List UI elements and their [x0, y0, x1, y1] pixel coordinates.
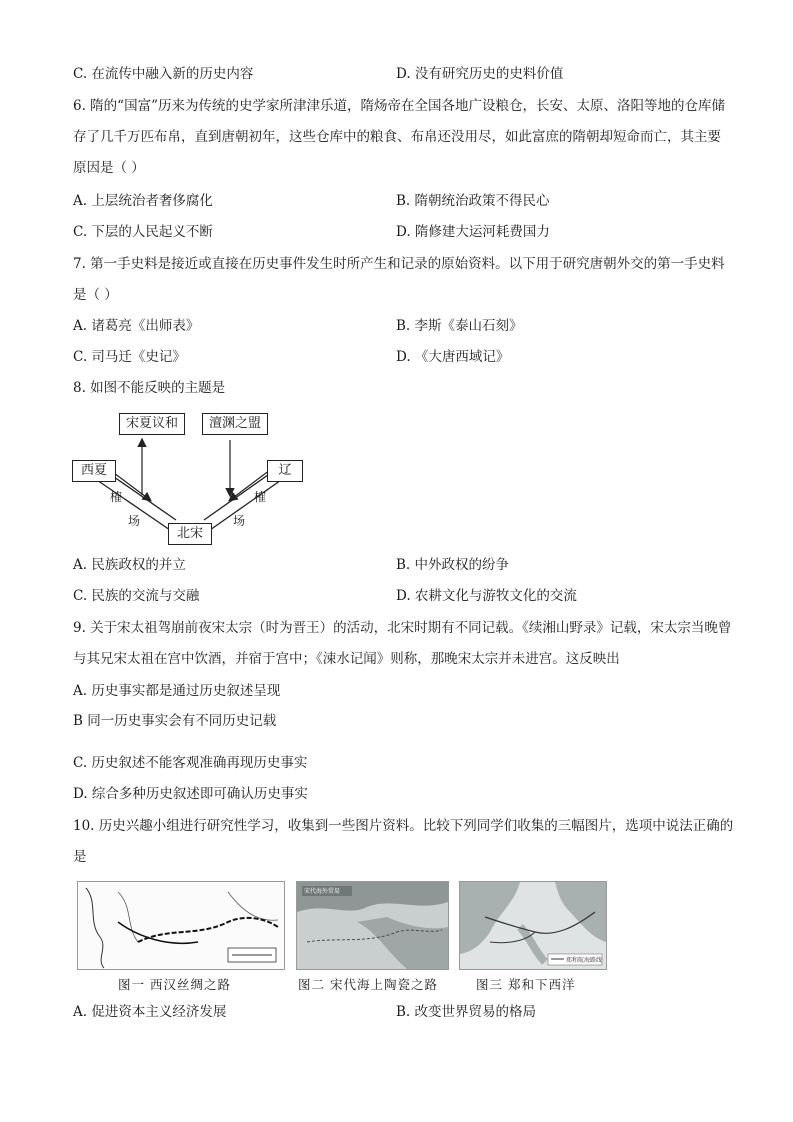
q6-option-d: D. 隋修建大运河耗费国力	[396, 224, 550, 240]
q7-option-b: B. 李斯《泰山石刻》	[396, 318, 523, 334]
fig1-caption: 图一 西汉丝绸之路	[118, 977, 231, 992]
q10-option-a: A. 促进资本主义经济发展	[73, 1004, 227, 1020]
fig3-caption: 图三 郑和下西洋	[476, 977, 576, 992]
q7-stem: 7. 第一手史料是接近或直接在历史事件发生时所产生和记录的原始资料。以下用于研究唐朝外交的第一手史料是（ ）	[73, 256, 725, 303]
box-liao: 辽	[267, 460, 303, 482]
fig2-ceramic-route-map	[296, 881, 449, 970]
q9-option-b: B 同一历史事实会有不同历史记载	[73, 713, 277, 729]
q6-option-c: C. 下层的人民起义不断	[73, 224, 213, 240]
fig3-zhenghe-map	[459, 881, 607, 970]
q7-option-d: D. 《大唐西域记》	[396, 349, 510, 365]
label-right-que: 榷	[254, 490, 267, 504]
q8-option-d: D. 农耕文化与游牧文化的交流	[396, 588, 577, 604]
box-chanyuan-treaty: 澶渊之盟	[202, 413, 268, 435]
q10-stem: 10. 历史兴趣小组进行研究性学习，收集到一些图片资料。比较下列同学们收集的三幅图片，选项中说法正确的是	[73, 818, 734, 865]
q8-option-a: A. 民族政权的并立	[73, 557, 186, 573]
q6-stem: 6. 隋的“国富”历来为传统的史学家所津津乐道，隋炀帝在全国各地广设粮仓，长安、太原、洛阳等地的仓库储存了几千万匹布帛，直到唐朝初年，这些仓库中的粮食、布帛还没用尽，如此富庶的隋朝却短命而亡，其主要原因是（ ）	[73, 98, 725, 176]
fig1-map-svg	[78, 882, 284, 969]
label-left-chang: 场	[128, 514, 141, 528]
q7-option-c: C. 司马迁《史记》	[73, 349, 186, 365]
q9-stem: 9. 关于宋太祖驾崩前夜宋太宗（时为晋王）的活动，北宋时期有不同记载。《续湘山野录》记载，宋太宗当晚曾与其兄宋太祖在宫中饮酒，并宿于宫中；《涑水记闻》则称，那晚宋太宗并未进宫。这反映出	[73, 620, 732, 667]
q5-option-c: C. 在流传中融入新的历史内容	[73, 66, 254, 82]
label-right-chang: 场	[233, 514, 246, 528]
q7-option-a: A. 诸葛亮《出师表》	[73, 318, 200, 334]
band-right-outer	[210, 478, 284, 530]
q6-option-b: B. 隋朝统治政策不得民心	[396, 193, 550, 209]
fig2-caption: 图二 宋代海上陶瓷之路	[298, 977, 438, 992]
fig3-legend: 郑和航海路线	[566, 957, 603, 964]
fig2-inner-title: 宋代海外贸易	[304, 888, 341, 895]
box-northern-song: 北宋	[168, 523, 212, 545]
fig1-silk-road-map	[77, 881, 285, 970]
q9-option-d: D. 综合多种历史叙述即可确认历史事实	[73, 786, 308, 802]
fig2-map-svg	[297, 882, 448, 969]
q5-option-d: D. 没有研究历史的史料价值	[396, 66, 564, 82]
box-xixia: 西夏	[72, 460, 116, 482]
q8-diagram	[70, 408, 320, 548]
label-left-que: 榷	[110, 490, 123, 504]
q8-option-c: C. 民族的交流与交融	[73, 588, 200, 604]
box-song-xia-peace: 宋夏议和	[119, 413, 185, 435]
q9-option-a: A. 历史事实都是通过历史叙述呈现	[73, 683, 281, 699]
q8-option-b: B. 中外政权的纷争	[396, 557, 510, 573]
q8-stem: 8. 如图不能反映的主题是	[73, 380, 226, 396]
q9-option-c: C. 历史叙述不能客观准确再现历史事实	[73, 755, 308, 771]
q6-option-a: A. 上层统治者奢侈腐化	[73, 193, 213, 209]
q10-option-b: B. 改变世界贸易的格局	[396, 1004, 537, 1020]
